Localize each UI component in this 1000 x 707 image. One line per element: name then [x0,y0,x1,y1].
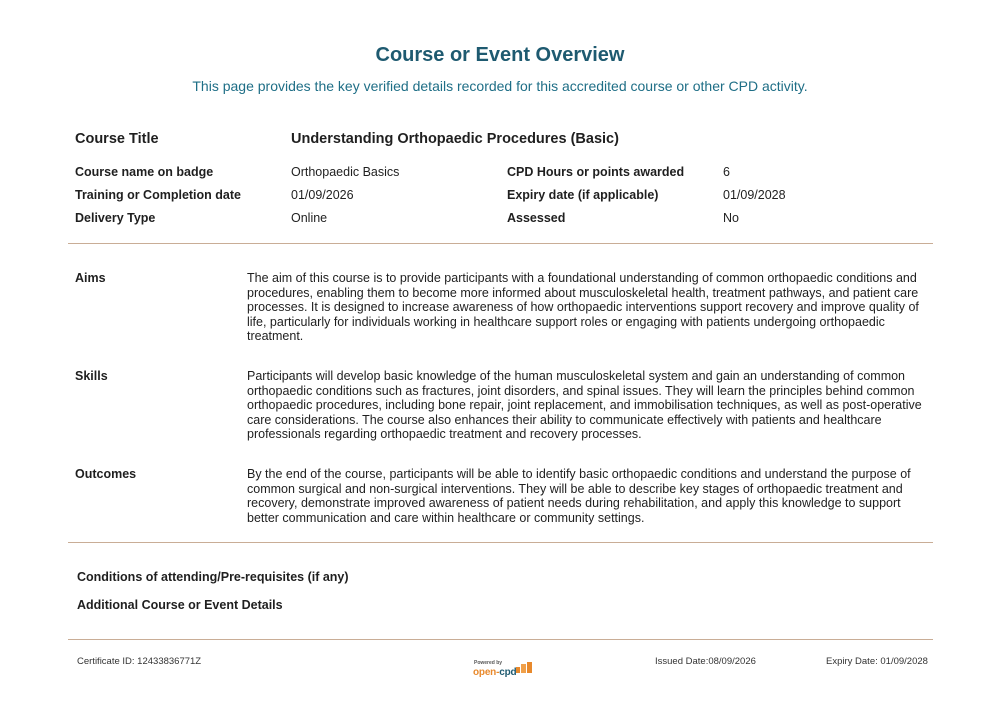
divider [68,542,933,543]
footer-expiry-date: Expiry Date: 01/09/2028 [826,656,928,667]
outcomes-label: Outcomes [75,467,137,481]
open-cpd-logo [472,660,536,684]
delivery-type-value: Online [291,211,328,225]
skills-text: Participants will develop basic knowledge of the human musculoskeletal system and gain an understanding of common orthopaedic conditions such as fractures, joint disorders, and spinal issues. They will learn the principles behind common orthopaedic procedures, including bone repair, joint replacement, and immobilisation techniques, as well as post-operative care considerations. The course also enhances their ability to communicate effectively with patients and healthcare professionals regarding orthopaedic treatment and recovery processes. [247,369,922,441]
course-title-label: Course Title [75,131,159,147]
badge-name-label: Course name on badge [75,165,214,179]
divider [68,243,933,244]
open-cpd-mark-icon [515,662,533,674]
cpd-hours-value: 6 [723,165,730,179]
outcomes-text: By the end of the course, participants will be able to identify basic orthopaedic conditions and understand the purpose of common surgical and non-surgical interventions. They will be able to describe key stages of orthopaedic treatment and recovery, demonstrate improved awareness of patient needs during rehabilitation, and apply this knowledge to support better communication and care within healthcare or community settings. [247,467,911,525]
aims-label: Aims [75,271,106,285]
additional-details-label: Additional Course or Event Details [77,598,283,612]
badge-name-value: Orthopaedic Basics [291,165,400,179]
expiry-date-value: 01/09/2028 [723,188,786,202]
completion-date-label: Training or Completion date [75,188,241,202]
powered-by-text: Powered by [474,660,503,666]
divider [68,639,933,640]
cpd-hours-label: CPD Hours or points awarded [507,165,685,179]
page-title: Course or Event Overview [375,44,625,66]
aims-text: The aim of this course is to provide participants with a foundational understanding of common orthopaedic conditions and procedures, enabling them to become more informed about musculoskeletal health, treatment pathways, and patient care processes. It is designed to increase awareness of how orthopaedic interventions support recovery and improve quality of life, particularly for individuals working in healthcare support roles or engaging with patients undergoing orthopaedic treatment. [247,271,919,343]
skills-label: Skills [75,369,108,383]
issued-date: Issued Date:08/09/2026 [655,656,756,667]
conditions-label: Conditions of attending/Pre-requisites (if any) [77,570,349,584]
completion-date-value: 01/09/2026 [291,188,354,202]
expiry-date-label: Expiry date (if applicable) [507,188,659,202]
brand-open: open- [473,667,500,678]
certificate-id: Certificate ID: 12433836771Z [77,656,202,667]
brand-cpd: cpd [499,667,517,678]
page-subtitle: This page provides the key verified details recorded for this accredited course or other CPD activity. [192,78,808,94]
assessed-label: Assessed [507,211,566,225]
course-details-grid [75,164,935,226]
assessed-value: No [723,211,739,225]
brand-name [473,667,516,678]
delivery-type-label: Delivery Type [75,211,156,225]
course-title-value: Understanding Orthopaedic Procedures (Basic) [291,131,619,147]
